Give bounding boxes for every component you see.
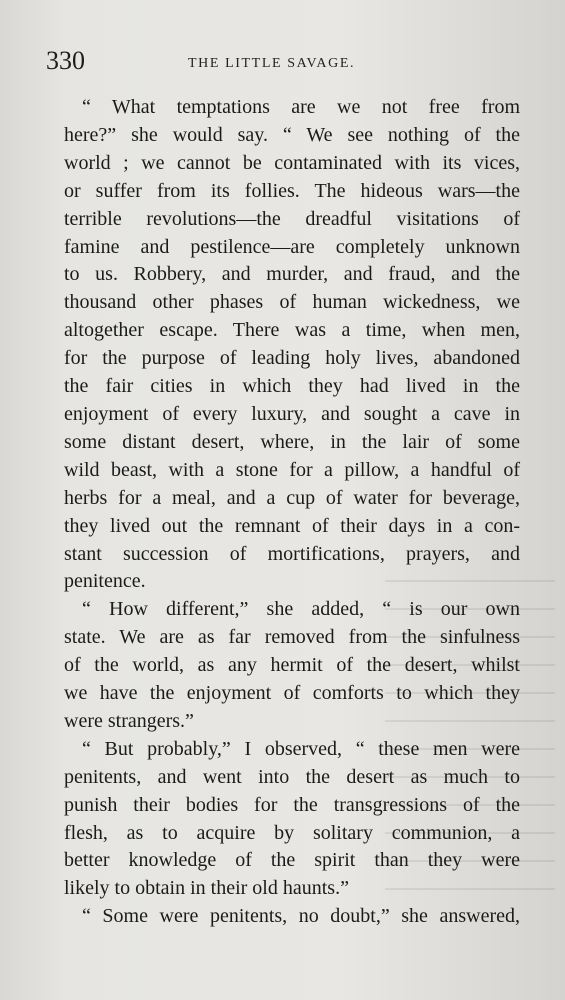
text-line: thousand other phases of human wickedness, we xyxy=(64,291,520,314)
text-line: famine and pestilence—are completely unknown xyxy=(64,235,520,258)
body-text xyxy=(46,94,520,931)
text-line: “ But probably,” I observed, “ these men were xyxy=(82,737,520,760)
text-line: state. We are as far removed from the sinfulness xyxy=(64,626,520,649)
text-line: enjoyment of every luxury, and sought a cave in xyxy=(64,402,520,425)
text-line: penitents, and went into the desert as much to xyxy=(64,765,520,788)
paragraph-4 xyxy=(46,903,520,931)
text-line: wild beast, with a stone for a pillow, a handful of xyxy=(64,458,520,481)
text-line: they lived out the remnant of their days in a con- xyxy=(64,514,520,537)
text-line: better knowledge of the spirit than they were xyxy=(64,849,520,872)
running-title: THE LITTLE SAVAGE. xyxy=(188,56,356,71)
text-line: the fair cities in which they had lived in the xyxy=(64,375,520,398)
text-line: flesh, as to acquire by solitary communion, a xyxy=(64,821,520,844)
text-line: “ How different,” she added, “ is our own xyxy=(82,598,520,621)
text-line: stant succession of mortifications, prayers, and xyxy=(64,542,520,565)
page-number: 330 xyxy=(46,46,85,75)
page-header xyxy=(46,46,529,82)
text-line: of the world, as any hermit of the desert, whilst xyxy=(64,654,520,677)
text-line: world ; we cannot be contaminated with its vices, xyxy=(64,151,520,174)
text-line: to us. Robbery, and murder, and fraud, and the xyxy=(64,263,520,286)
text-line: “ What temptations are we not free from xyxy=(82,96,520,118)
paragraph-3 xyxy=(46,736,520,903)
text-line: we have the enjoyment of comforts to which they xyxy=(64,682,520,705)
text-line: likely to obtain in their old haunts.” xyxy=(64,877,349,900)
text-line: or suffer from its follies. The hideous wars—the xyxy=(64,179,520,202)
paragraph-1 xyxy=(46,94,520,596)
text-line: here?” she would say. “ We see nothing of the xyxy=(64,123,520,146)
text-line: punish their bodies for the transgressions of the xyxy=(64,793,520,816)
text-line: penitence. xyxy=(64,570,146,593)
text-line: terrible revolutions—the dreadful visitations of xyxy=(64,207,520,230)
text-line: herbs for a meal, and a cup of water for beverage, xyxy=(64,486,520,509)
text-line: were strangers.” xyxy=(64,709,194,732)
paragraph-2 xyxy=(46,596,520,736)
text-line: altogether escape. There was a time, when men, xyxy=(64,319,520,342)
text-line: for the purpose of leading holy lives, abandoned xyxy=(64,347,520,370)
text-line: some distant desert, where, in the lair of some xyxy=(64,430,520,453)
text-line: “ Some were penitents, no doubt,” she answered, xyxy=(82,905,520,928)
